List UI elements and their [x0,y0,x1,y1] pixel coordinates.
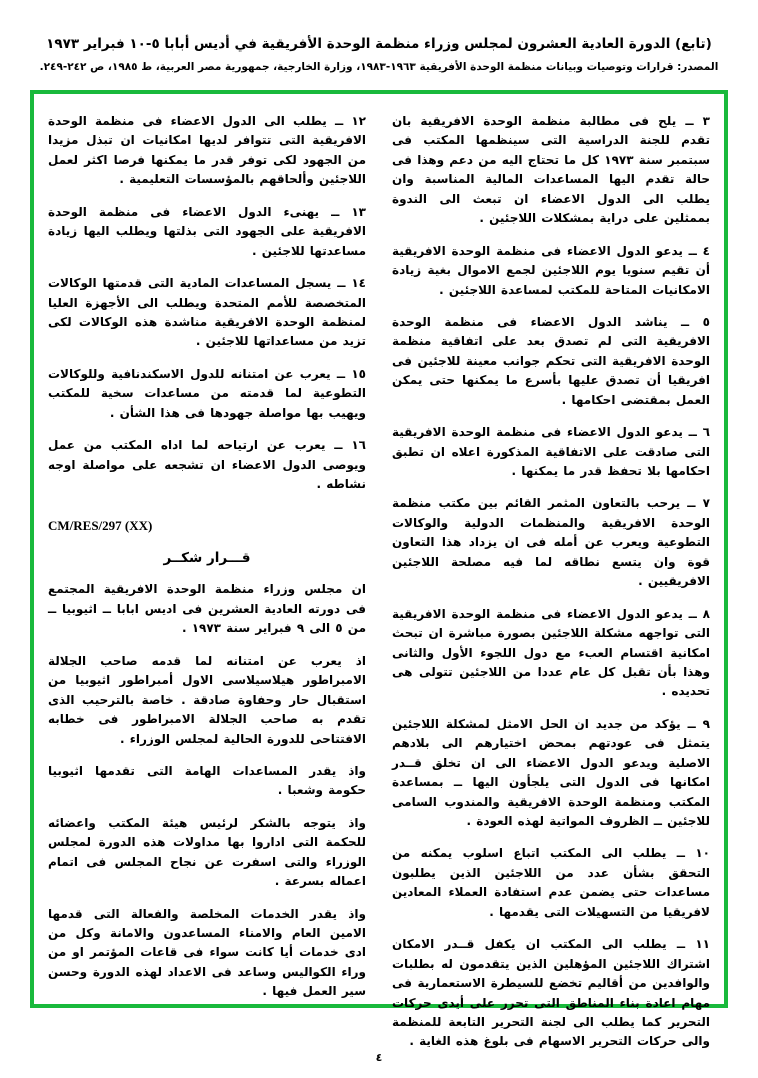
body-paragraph-5: واذ يقدر الخدمات المخلصة والفعالة التى قدمها الامين العام والامناء المساعدون والامانة وكل من ادى خدمات أيا كانت سواء فى قاعات المؤتمر او من وراء الكواليس وساعد فى الاعداد لهذه الدورة وحسن سير العمل فيها . [48,906,366,999]
paragraph-14: ١٤ ــ يسجل المساعدات المادية التى قدمتها الوكالات المتخصصة للأمم المتحدة ويطلب الى الأجهزة العليا لمنظمة الوحدة الافريقية مناشدة هذه الوكالات لكى تزيد من مساعداتها للاجئين . [48,276,366,349]
paragraph-12: ١٢ ــ يطلب الى الدول الاعضاء فى منظمة الوحدة الافريقية التى تتوافر لديها امكانيات ان تبذل مزيدا من الجهود لكى توفر قدر ما يمكنها فرصا اكثر لعمل اللاجئين وألحاقهم بالمؤسسات التعليمية . [48,114,366,187]
right-column [392,112,710,1049]
document-source-line: المصدر: قرارات وتوصيات وبيانات منظمة الوحدة الأفريقية ١٩٦٣-١٩٨٣، وزارة الخارجية، جمهورية مصر العربية، ط ١٩٨٥، ص ٢٤٢-٢٤٩. [39,61,719,74]
paragraph-4: ٤ ــ يدعو الدول الاعضاء فى منظمة الوحدة الافريقية أن تقيم سنويا يوم اللاجئين لجمع الاموال بغية زيادة الامكانيات المتاحة للمكتب لمساعدة اللاجئين . [392,243,710,297]
paragraph-6: ٦ ــ يدعو الدول الاعضاء فى منظمة الوحدة الافريقية التى صادقت على الاتفاقية المذكورة اعلاه ان تطبق احكامها بلا تحفظ قدر ما يمكنها . [392,425,710,478]
content-frame [30,90,728,1049]
paragraph-8: ٨ ــ يدعو الدول الاعضاء فى منظمة الوحدة الافريقية التى تواجهه مشكلة اللاجئين بصورة مباشرة ان تبحث امكانية اقتسام العبء مع دول اللجوء الأول والثانى وهذا بأن تقبل كل عام عددا من اللاجئين تتولى هى تحديده . [392,606,710,699]
paragraph-7: ٧ ــ يرحب بالتعاون المثمر القائم بين مكتب منظمة الوحدة الافريقية والمنظمات الدولية والوكالات التطوعية ويعرب عن أمله فى ان يزداد هذا التعاون قوة وان يتسع نطاقه لما فيه مصلحة اللاجئين الافريقيين . [392,496,710,589]
paragraph-9: ٩ ــ يؤكد من جديد ان الحل الامثل لمشكلة اللاجئين يتمثل فى عودتهم بمحض اختيارهم الى بلادهم الاصلية ويدعو الدول الاعضاء الى ان تخلق قــدر امكانها فى الدول التى يلجأون اليها ــ بمساعدة المكتب ومنظمة الوحدة الافريقية والمندوب السامى للاجئين ــ الظروف المواتية لهذه العودة . [392,716,710,828]
body-paragraph-4: واذ يتوجه بالشكر لرئيس هيئة المكتب واعضائه للحكمة التى اداروا بها مداولات هذه الدورة لمجلس الوزراء والتى اسفرت عن نجاح المجلس فى اتمام اعماله بسرعة . [48,815,366,889]
section-heading: قـــرار شكــر [163,550,251,567]
left-column [48,112,366,999]
paragraph-15: ١٥ ــ يعرب عن امتنانه للدول الاسكندنافية وللوكالات التطوعية لما قدمته من مساعدات سخية للمكتب ويهيب بها مواصلة جهودها فى هذا الشأن . [48,366,366,420]
body-paragraph-1: ان مجلس وزراء منظمة الوحدة الافريقية المجتمع فى دورته العادية العشرين فى اديس ابابا ــ اثيوبيا ــ من ٥ الى ٩ فبراير سنة ١٩٧٣ . [48,582,366,636]
page-number: ٤ [375,1051,383,1064]
body-paragraph-3: واذ يقدر المساعدات الهامة التى تقدمها اثيوبيا حكومة وشعبا . [48,763,366,798]
paragraph-16: ١٦ ــ يعرب عن ارتياحه لما اداه المكتب من عمل ويوصى الدول الاعضاء ان تشجعه على مواصلة اوجه نشاطه . [48,438,366,491]
paragraph-3: ٣ ــ يلح فى مطالبة منظمة الوحدة الافريقية بان تقدم للجنة الدراسية التى سينظمها المكتب فى سبتمبر سنة ١٩٧٣ كل ما تحتاج اليه من دعم وهذا فى حالة تقدم اليها المساعدات المالية المناسبة وان يطلب الى الدول الاعضاء ان تبعث الى الندوة بممثلين على دراية بمشكلات اللاجئين . [392,114,710,226]
paragraph-10: ١٠ ــ يطلب الى المكتب اتباع اسلوب يمكنه من التحقق بشأن عدد من اللاجئين الذين يطلبون مساعدات حتى يضمن عدم استفادة العملاء المعادين لافريقيا من التسهيلات التى يقدمها . [392,846,710,919]
resolution-code: CM/RES/297 (XX) [48,518,153,534]
body-paragraph-2: اذ يعرب عن امتنانه لما قدمه صاحب الجلالة الامبراطور هيلاسيلاسى الاول أمبراطور اثيوبيا من استقبال حار وحفاوة صادقة . خاصة بالترحيب الذى تقدم به صاحب الجلالة الامبراطور فى خطابه الافتتاحى للدورة الحالية لمجلس الوزراء . [48,653,366,746]
paragraph-13: ١٣ ــ يهنىء الدول الاعضاء فى منظمة الوحدة الافريقية على الجهود التى بذلتها ويطلب اليها زيادة مساعدتها للاجئين . [48,204,366,258]
page-title: (تابع) الدورة العادية العشرون لمجلس وزراء منظمة الوحدة الأفريقية في أديس أبابا ٥-١٠ فبراير ١٩٧٣ [46,36,712,52]
paragraph-5: ٥ ــ يناشد الدول الاعضاء فى منظمة الوحدة الافريقية التى لم تصدق بعد على اتفاقية منظمة الوحدة الافريقية التى تحكم جوانب معينة للاجئين فى افريقيا أن تصدق عليها بأسرع ما يمكنها حتى يمكن العمل بمقتضى احكامها . [392,314,710,407]
two-column-layout [48,112,710,1049]
paragraph-11: ١١ ــ يطلب الى المكتب ان يكفل قــدر الامكان اشتراك اللاجئين المؤهلين الذين يتقدمون له بطلبات والوافدين من أقاليم تخضع للسيطرة الاستعمارية فى مهام اعادة بناء المناطق التى تحرر على أيدى حركات التحرير كما يطلب الى لجنة التحرير التابعة للمنظمة والى حركات التحرير الاسهام فى بلوغ هذه الغاية . [392,937,710,1049]
